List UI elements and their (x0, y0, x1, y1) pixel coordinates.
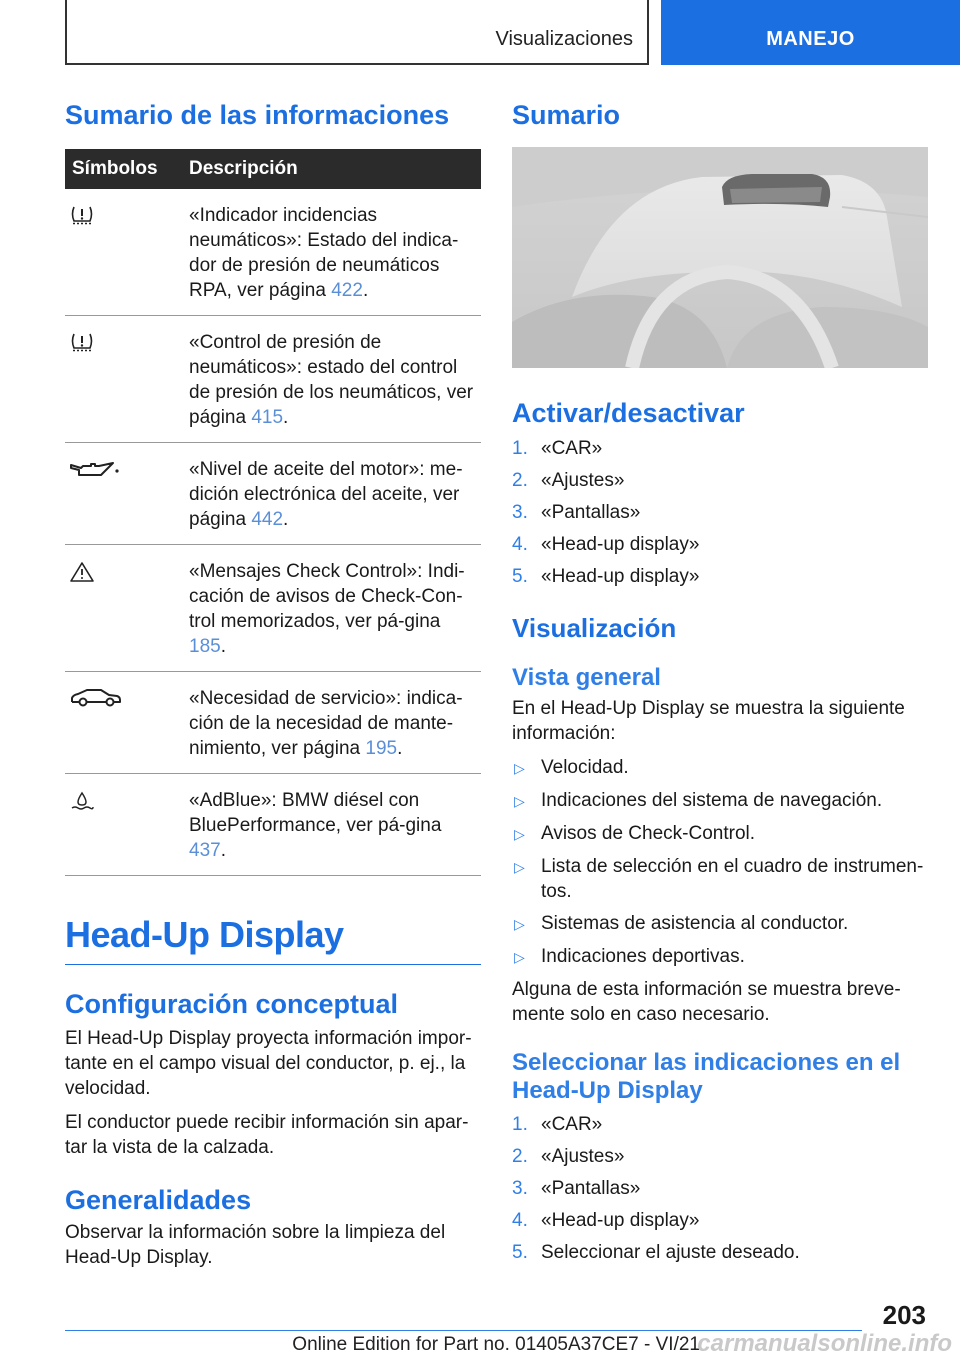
table-row: «AdBlue»: BMW diésel con BluePerformance, ver pá-gina 437. (65, 774, 481, 876)
list-item: 4. «Head-up display» (512, 1210, 700, 1231)
hud-dashboard-photo (512, 147, 928, 368)
list-item: ▷ Avisos de Check-Control. (512, 821, 928, 847)
page-link[interactable]: 437 (189, 840, 221, 861)
triangle-bullet-icon: ▷ (514, 793, 525, 809)
row-description: «AdBlue»: BMW diésel con BluePerformance, ver pá-gina (189, 790, 442, 836)
general-paragraph: Observar la información sobre la limpieza del Head-Up Display. (65, 1222, 446, 1268)
list-item: 5. «Head-up display» (512, 566, 700, 587)
list-item: 4. «Head-up display» (512, 534, 700, 555)
list-item: 3. «Pantallas» (512, 1178, 641, 1199)
overview-heading: Vista general (512, 664, 661, 691)
service-car-icon (69, 688, 189, 708)
list-item: ▷ Lista de selección en el cuadro de instrumen-tos. (514, 856, 924, 902)
page-link[interactable]: 415 (251, 407, 284, 428)
list-item: ▷ Indicaciones deportivas. (512, 944, 928, 970)
page-link[interactable]: 195 (365, 738, 398, 759)
warning-triangle-icon (69, 561, 189, 583)
list-item: 2. «Ajustes» (512, 1146, 625, 1167)
list-item: 3. «Pantallas» (512, 502, 641, 523)
activate-heading: Activar/desactivar (512, 398, 745, 428)
triangle-bullet-icon: ▷ (514, 949, 525, 965)
list-item: 1. «CAR» (512, 1114, 603, 1135)
symbols-summary-title: Sumario de las informaciones (65, 100, 450, 130)
page-link[interactable]: 422 (331, 280, 363, 301)
page-link[interactable]: 442 (251, 509, 284, 530)
chapter-tab-label: MANEJO (766, 28, 855, 50)
concept-paragraph-1: El Head-Up Display proyecta información impor-tante en el campo visual del conductor, p. ej., la velocidad. (65, 1028, 472, 1099)
concept-heading: Configuración conceptual (65, 989, 399, 1019)
col-symbols-header: Símbolos (65, 149, 189, 189)
general-heading: Generalidades (65, 1185, 252, 1215)
chapter-tab[interactable] (661, 0, 960, 65)
select-steps (512, 1109, 928, 1269)
summary-heading: Sumario (512, 100, 621, 130)
tire-pressure-warning-icon (69, 332, 189, 352)
overview-paragraph: En el Head-Up Display se muestra la siguiente información: (512, 698, 905, 744)
right-column (512, 100, 928, 1269)
triangle-bullet-icon: ▷ (514, 826, 525, 842)
activate-steps (512, 433, 928, 593)
list-item: ▷ Indicaciones del sistema de navegación. (512, 788, 928, 814)
table-row: «Control de presión de neumáticos»: estado del control de presión de los neumáticos, ver página 415. (65, 316, 481, 443)
row-description: «Mensajes Check Control»: Indi-cación de avisos de Check-Con-trol memorizados, ver pá-gina (189, 561, 465, 632)
row-description: «Necesidad de servicio»: indica-ción de la necesidad de mante-nimiento, ver página (189, 688, 463, 759)
watermark: carmanualsonline.info (697, 1330, 952, 1357)
page-link[interactable]: 185 (189, 636, 221, 657)
section-title: Visualizaciones (495, 28, 633, 50)
row-description: «Indicador incidencias neumáticos»: Estado del indica-dor de presión de neumáticos RPA, ver página (189, 205, 459, 301)
list-item: 2. «Ajustes» (512, 470, 625, 491)
table-row: «Nivel de aceite del motor»: me-dición electrónica del aceite, ver página 442. (65, 443, 481, 545)
list-item: 1. «CAR» (512, 438, 603, 459)
triangle-bullet-icon: ▷ (514, 916, 525, 932)
table-row: «Mensajes Check Control»: Indi-cación de avisos de Check-Con-trol memorizados, ver pá-gina 185. (65, 545, 481, 672)
table-row: «Necesidad de servicio»: indica-ción de la necesidad de mante-nimiento, ver página 195. (65, 672, 481, 774)
symbols-table (65, 149, 481, 876)
overview-note: Alguna de esta información se muestra breve-mente solo en caso necesario. (512, 979, 901, 1025)
col-description-header: Descripción (189, 149, 481, 189)
list-item: ▷ Velocidad. (512, 755, 928, 781)
table-row: «Indicador incidencias neumáticos»: Estado del indica-dor de presión de neumáticos RPA, ver página 422. (65, 189, 481, 316)
overview-list (512, 755, 928, 970)
adblue-icon (69, 790, 189, 812)
tire-pressure-warning-icon (69, 205, 189, 225)
select-heading: Seleccionar las indicaciones en el Head-Up Display (512, 1049, 901, 1104)
list-item: 5. Seleccionar el ajuste deseado. (512, 1242, 800, 1263)
edition-info: Online Edition for Part no. 01405A37CE7 - VI/21 (292, 1334, 700, 1355)
header-frame (65, 0, 649, 65)
left-column (65, 100, 481, 1270)
hud-chapter-title: Head-Up Display (65, 914, 481, 965)
list-item: ▷ Sistemas de asistencia al conductor. (512, 911, 928, 937)
oil-can-icon (69, 459, 189, 481)
triangle-bullet-icon: ▷ (514, 859, 525, 875)
row-description: «Control de presión de neumáticos»: estado del control de presión de los neumáticos, ver página (189, 332, 474, 428)
page-number: 203 (882, 1300, 926, 1330)
row-description: «Nivel de aceite del motor»: me-dición electrónica del aceite, ver página (189, 459, 463, 530)
concept-paragraph-2: El conductor puede recibir información sin apar-tar la vista de la calzada. (65, 1112, 469, 1158)
display-heading: Visualización (512, 613, 677, 643)
triangle-bullet-icon: ▷ (514, 760, 525, 776)
